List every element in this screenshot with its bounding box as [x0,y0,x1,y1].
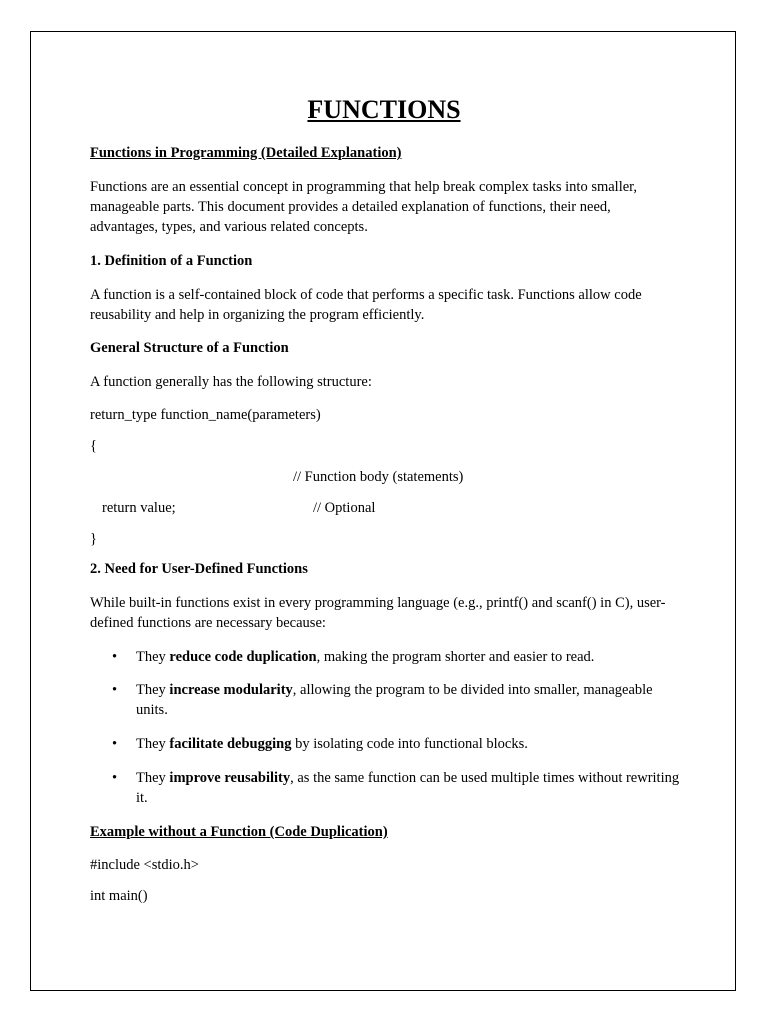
example-code-line-2: int main() [90,888,148,904]
page-title: FUNCTIONS [307,95,461,124]
bullet-icon: • [112,736,118,752]
example-code-line-1: #include <stdio.h> [90,857,199,873]
example-heading: Example without a Function (Code Duplication) [90,824,388,840]
code-signature: return_type function_name(parameters) [90,407,321,423]
code-open-brace: { [90,438,97,454]
subtitle: Functions in Programming (Detailed Explanation) [90,145,402,161]
section2-heading: 2. Need for User-Defined Functions [90,561,308,577]
code-close-brace: } [90,531,97,547]
code-body-comment: // Function body (statements) [293,469,464,485]
section2-paragraph: While built-in functions exist in every programming language (e.g., printf() and scanf() in C), user-defined functions are necessary because: [90,595,666,631]
bullet-icon: • [112,770,118,786]
structure-paragraph: A function generally has the following structure: [90,374,372,390]
code-return-statement: return value; [102,500,176,516]
bullet-icon: • [112,649,118,665]
bullet-icon: • [112,682,118,698]
code-return-comment: // Optional [313,500,376,516]
structure-heading: General Structure of a Function [90,340,289,356]
intro-paragraph: Functions are an essential concept in programming that help break complex tasks into smaller, manageable parts. This document provides a detailed explanation of functions, their need, advantages, types, and various related concepts. [90,179,638,235]
section1-heading: 1. Definition of a Function [90,253,253,269]
section1-paragraph: A function is a self-contained block of code that performs a specific task. Functions allow code reusability and help in organizing the program efficiently. [90,287,642,323]
